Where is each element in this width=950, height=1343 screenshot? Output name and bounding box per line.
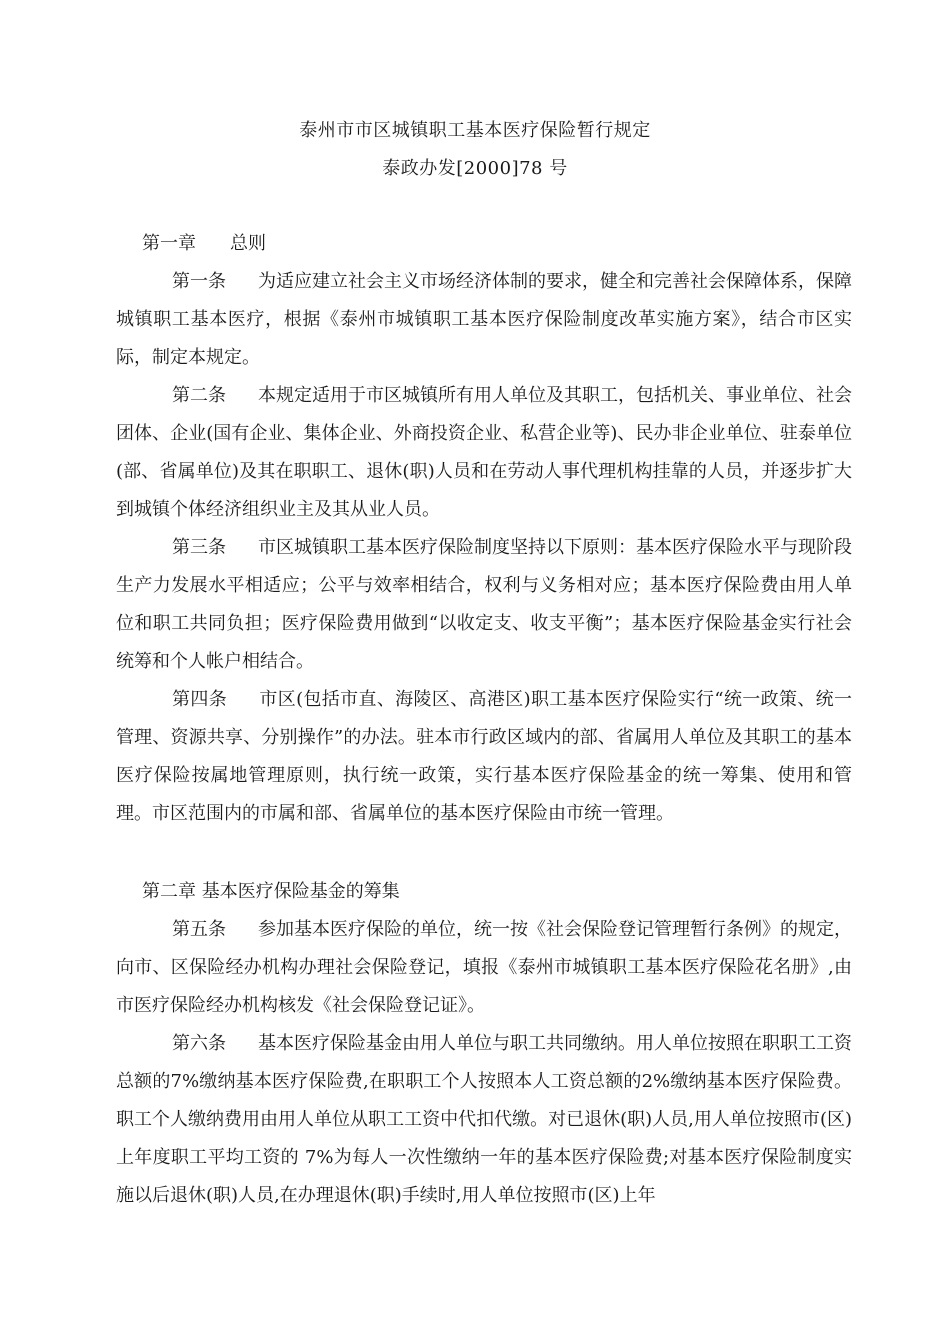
chapter-number: 第一章 (142, 233, 196, 254)
article-2 (116, 377, 852, 529)
chapter-number: 第二章 (142, 881, 196, 902)
article-number: 第二条 (172, 385, 226, 406)
article-3 (116, 529, 852, 681)
chapter-heading-1 (116, 225, 852, 263)
article-text: 参加基本医疗保险的单位，统一按《社会保险登记管理暂行条例》的规定，向市、区保险经办机构办理社会保险登记，填报《泰州市城镇职工基本医疗保险花名册》,由市医疗保险经办机构核发《社会保险登记证》。 (116, 919, 852, 1016)
article-5 (116, 911, 852, 1025)
article-4 (116, 681, 852, 833)
article-number: 第五条 (172, 919, 226, 940)
article-1 (116, 263, 852, 377)
article-number: 第一条 (172, 271, 226, 292)
chapter-heading-2 (116, 873, 852, 911)
article-number: 第四条 (172, 689, 228, 710)
document-title: 泰州市市区城镇职工基本医疗保险暂行规定 (299, 120, 651, 141)
article-text: 本规定适用于市区城镇所有用人单位及其职工，包括机关、事业单位、社会团体、企业(国有企业、集体企业、外商投资企业、私营企业等)、民办非企业单位、驻泰单位(部、省属单位)及其在职职工、退休(职)人员和在劳动人事代理机构挂靠的人员，并逐步扩大到城镇个体经济组织业主及其从业人员。 (116, 385, 852, 520)
article-number: 第六条 (172, 1033, 226, 1054)
article-number: 第三条 (172, 537, 226, 558)
document-body (116, 225, 852, 1215)
document-number: 泰政办发[2000]78 号 (382, 158, 568, 179)
article-text: 市区(包括市直、海陵区、高港区)职工基本医疗保险实行“统一政策、统一管理、资源共享、分别操作”的办法。驻本市行政区域内的部、省属用人单位及其职工的基本医疗保险按属地管理原则，执行统一政策，实行基本医疗保险基金的统一筹集、使用和管理。市区范围内的市属和部、省属单位的基本医疗保险由市统一管理。 (116, 689, 853, 824)
article-text: 市区城镇职工基本医疗保险制度坚持以下原则：基本医疗保险水平与现阶段生产力发展水平相适应；公平与效率相结合，权利与义务相对应；基本医疗保险费由用人单位和职工共同负担；医疗保险费用做到“以收定支、收支平衡”；基本医疗保险基金实行社会统筹和个人帐户相结合。 (116, 537, 852, 672)
article-6 (116, 1025, 852, 1215)
article-text: 为适应建立社会主义市场经济体制的要求，健全和完善社会保障体系，保障城镇职工基本医疗，根据《泰州市城镇职工基本医疗保险制度改革实施方案》，结合市区实际，制定本规定。 (116, 271, 852, 368)
chapter-name: 总则 (230, 233, 266, 254)
article-text: 基本医疗保险基金由用人单位与职工共同缴纳。用人单位按照在职职工工资总额的7%缴纳基本医疗保险费,在职职工个人按照本人工资总额的2%缴纳基本医疗保险费。职工个人缴纳费用由用人单位从职工工资中代扣代缴。对已退休(职)人员,用人单位按照市(区)上年度职工平均工资的 7%为每人一次性缴纳一年的基本医疗保险费;对基本医疗保险制度实施以后退休(职)人员,在办理退休(职)手续时,用人单位按照市(区)上年 (116, 1033, 852, 1206)
chapter-name: 基本医疗保险基金的筹集 (201, 881, 400, 902)
